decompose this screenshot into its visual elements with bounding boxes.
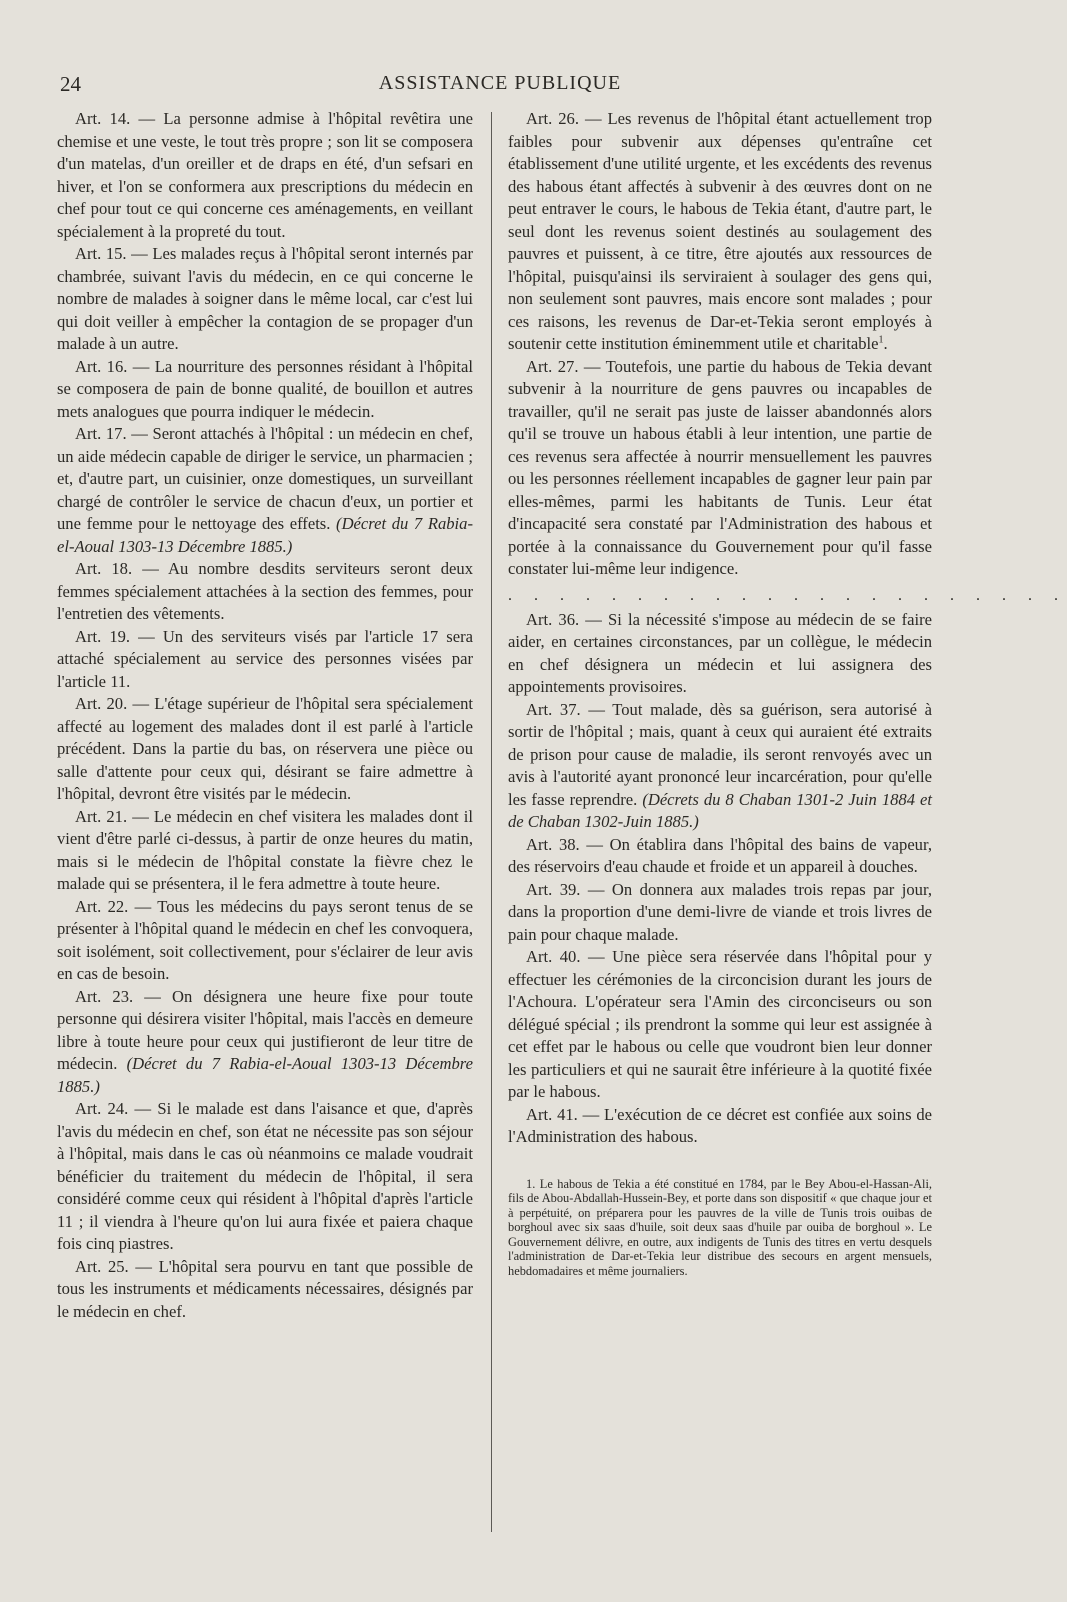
- article-40: Art. 40. — Une pièce sera réservée dans l'hôpital pour y effectuer les cérémonies de la circoncision durant les jours de l'Achoura. L'opérateur sera l'Amin des circonciseurs ou son délégué spécial ; ils prendront la somme qui leur est assignée à cet effet par le habous ou celle que voudront bien leur donner les particuliers et qui ne saurait être inférieure à la quotité fixée par le habous.: [508, 947, 932, 1101]
- article-26-text: Art. 26. — Les revenus de l'hôpital étant actuellement trop faibles pour subvenir aux dépenses qu'entraîne cet établissement d'une utilité urgente, et les excédents des revenus des habous étant affectés à subvenir à des œuvres dont on ne peut entraver le cours, le habous de Tekia étant, d'autre part, le seul dont les revenus soient destinés au soulagement des pauvres et puissent, à ce titre, être ajoutés aux ressources de l'hôpital, puisqu'ainsi ils serviraient à soulager des gens qui, non seulement sont pauvres, mais encore sont malades ; pour ces raisons, les revenus de Dar-et-Tekia seront employés à soutenir cette institution éminemment utile et charitable: [508, 109, 932, 353]
- running-title: ASSISTANCE PUBLIQUE: [378, 72, 622, 94]
- article-38: Art. 38. — On établira dans l'hôpital des bains de vapeur, des réservoirs d'eau chaude et froide et un appareil à douches.: [508, 834, 932, 876]
- article-17-decree-reference: (Décret du 7 Rabia-el-Aoual 1303-13 Décembre 1885.): [57, 514, 473, 556]
- article-23-text: Art. 23. — On désignera une heure fixe pour toute personne qui désirera visiter l'hôpital, mais l'accès en demeure libre à toute heure pour ceux qui justifieront de leur titre de médecin.: [57, 986, 473, 1073]
- article-26: Art. 26. — Les revenus de l'hôpital étant actuellement trop faibles pour subvenir aux dépenses qu'entraîne cet établissement d'une utilité urgente, et les excédents des revenus des habous étant affectés à subvenir à des œuvres dont on ne peut entraver le cours, le habous de Tekia étant, d'autre part, le seul dont les revenus soient destinés au soulagement des pauvres et puissent, à ce titre, être ajoutés aux ressources de l'hôpital, puisqu'ainsi ils serviraient à soulager des gens qui, non seulement sont pauvres, mais encore sont malades ; pour ces raisons, les revenus de Dar-et-Tekia seront employés à soutenir cette institution éminemment utile et charitable$^1$.: [508, 109, 932, 353]
- article-37-text: Art. 37. — Tout malade, dès sa guérison, sera autorisé à sortir de l'hôpital ; mais, quant à ceux qui auraient été extraits de prison pour cause de maladie, ils seront renvoyés avec un avis à l'autorité ayant prononcé leur incarcération, pour qu'elle les fasse reprendre.: [508, 699, 932, 809]
- article-15: Art. 15. — Les malades reçus à l'hôpital seront internés par chambrée, suivant l'avis du médecin, en ce qui concerne le nombre de malades à soigner dans le même local, car c'est lui qui doit veiller à empêcher la contagion de se propager d'un malade à un autre.: [57, 244, 473, 353]
- article-18: Art. 18. — Au nombre desdits serviteurs seront deux femmes spécialement attachées à la section des femmes, pour l'entretien des vêtements.: [57, 559, 473, 623]
- omission-dots: . . . . . . . . . . . . . . . . . . . . . .: [508, 586, 1067, 604]
- article-39: Art. 39. — On donnera aux malades trois repas par jour, dans la proportion d'une demi-livre de viande et trois livres de pain pour chaque malade.: [508, 879, 932, 944]
- article-22: Art. 22. — Tous les médecins du pays seront tenus de se présenter à l'hôpital quand le médecin en chef les convoquera, soit isolément, soit collectivement, pour s'éclairer de leur avis en cas de besoin.: [57, 896, 473, 983]
- left-column: [57, 108, 473, 1323]
- footnote-marker: 1: [878, 334, 884, 346]
- article-14: Art. 14. — La personne admise à l'hôpital revêtira une chemise et une veste, le tout très propre ; son lit se composera d'un matelas, d'un oreiller et de draps en été, d'un sefsari en hiver, et l'on se conformera aux prescriptions du médecin en chef pour tout ce qui concerne ces aménagements, en veillant spécialement à la propreté du tout.: [57, 109, 473, 241]
- page-number: 24: [60, 72, 81, 96]
- article-21: Art. 21. — Le médecin en chef visitera les malades dont il vient d'être parlé ci-dessus, à partir de onze heures du matin, mais si le médecin de l'hôpital constate la fièvre chez le malade qui se présentera, il le fera admettre à toute heure.: [57, 806, 473, 893]
- right-column: [508, 108, 1067, 1279]
- article-23-decree-reference: (Décret du 7 Rabia-el-Aoual 1303-13 Décembre 1885.): [57, 1054, 473, 1096]
- article-25: Art. 25. — L'hôpital sera pourvu en tant que possible de tous les instruments et médicaments nécessaires, désignés par le médecin en chef.: [57, 1256, 473, 1321]
- article-16: Art. 16. — La nourriture des personnes résidant à l'hôpital se composera de pain de bonne qualité, de bouillon et autres mets analogues que pourra indiquer le médecin.: [57, 356, 473, 421]
- article-24: Art. 24. — Si le malade est dans l'aisance et que, d'après l'avis du médecin en chef, son état ne nécessite pas son séjour à l'hôpital, mais dans le cas où néanmoins ce malade voudrait bénéficier du traitement du médecin de l'hôpital, il sera considéré comme ceux qui résident à l'hôpital d'après l'article 11 ; il viendra à l'heure qu'on lui aura fixée et paiera chaque fois cinq piastres.: [57, 1099, 473, 1253]
- article-23: [57, 986, 473, 1099]
- page-header: [60, 72, 940, 100]
- article-19: Art. 19. — Un des serviteurs visés par l'article 17 sera attaché spécialement au service des personnes visées par l'article 11.: [57, 626, 473, 691]
- article-36: Art. 36. — Si la nécessité s'impose au médecin de se faire aider, en certaines circonstances, par un collègue, le médecin en chef désignera un médecin et lui assignera des appointements provisoires.: [508, 609, 932, 696]
- article-17-text: Art. 17. — Seront attachés à l'hôpital : un médecin en chef, un aide médecin capable de diriger le service, un pharmacien ; et, d'autre part, un cuisinier, onze domestiques, un surveillant chargé de contrôler le service de chacun d'eux, un portier et une femme pour le nettoyage des effets.: [57, 424, 473, 533]
- column-divider: [491, 112, 492, 1532]
- article-37: [508, 699, 932, 834]
- article-20: Art. 20. — L'étage supérieur de l'hôpital sera spécialement affecté au logement des malades dont il est parlé à l'article précédent. Dans la partie du bas, on réservera une pièce ou salle d'attente pour ceux qui, désirant se faire admettre à l'hôpital, devront être visités par le médecin.: [57, 694, 473, 803]
- article-37-decree-reference: (Décrets du 8 Chaban 1301-2 Juin 1884 et de Chaban 1302-Juin 1885.): [508, 789, 932, 831]
- article-41: Art. 41. — L'exécution de ce décret est confiée aux soins de l'Administration des habous.: [508, 1104, 932, 1146]
- article-17: [57, 423, 473, 558]
- footnote: 1. Le habous de Tekia a été constitué en 1784, par le Bey Abou-el-Hassan-Ali, fils de Abou-Abdallah-Hussein-Bey, et porte dans son dispositif « que chaque jour et à perpétuité, on préparera pour les pauvres de la ville de Tunis trois ouibas de borghoul avec six saas d'huile, soit deux saas d'huile par ouiba de borghoul ». Le Gouvernement délivre, en outre, aux indigents de Tunis des titres en vertu desquels l'administration de Dar-et-Tekia leur distribue des secours en argent mensuels, hebdomadaires et même journaliers.: [508, 1176, 932, 1279]
- article-27: Art. 27. — Toutefois, une partie du habous de Tekia devant subvenir à la nourriture de gens pauvres ou incapables de travailler, qu'il ne serait pas juste de laisser abandonnés alors qu'il se trouve un habous établi à leur intention, une partie de ces revenus sera affectée à nourrir mensuellement les pauvres ou les personnes réellement incapables de gagner leur pain par elles-mêmes, parmi les habitants de Tunis. Leur état d'incapacité sera constaté par l'Administration des habous et portée à la connaissance du Gouvernement pour qu'il fasse constater lui-même leur indigence.: [508, 356, 932, 578]
